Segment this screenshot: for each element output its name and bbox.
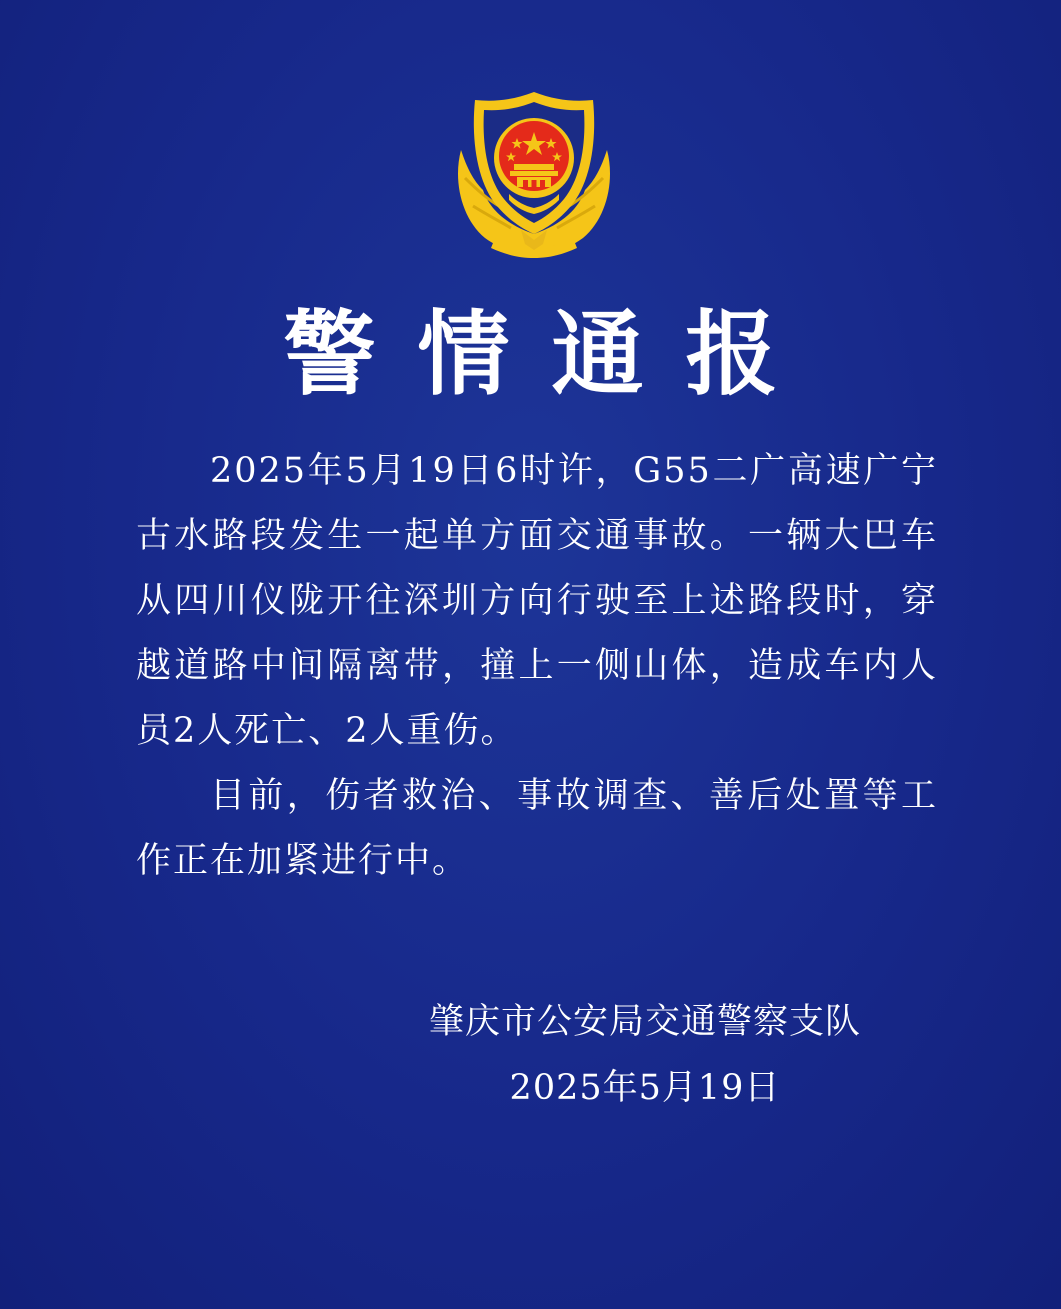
signature-organization: 肇庆市公安局交通警察支队: [428, 1002, 861, 1042]
notice-title: 警情通报: [283, 301, 820, 408]
body-paragraph: 目前，伤者救治、事故调查、善后处置等工作正在加紧进行中。: [136, 776, 938, 881]
body-paragraph: 2025年5月19日6时许，G55二广高速广宁古水路段发生一起单方面交通事故。一辆大巴车从四川仪陇开往深圳方向行驶至上述路段时，穿越道路中间隔离带，撞上一侧山体，造成车内人员2人死亡、2人重伤。: [136, 451, 938, 751]
notice-body: [136, 439, 938, 894]
signature-date: 2025年5月19日: [509, 1068, 781, 1108]
police-emblem-icon: [451, 88, 617, 260]
